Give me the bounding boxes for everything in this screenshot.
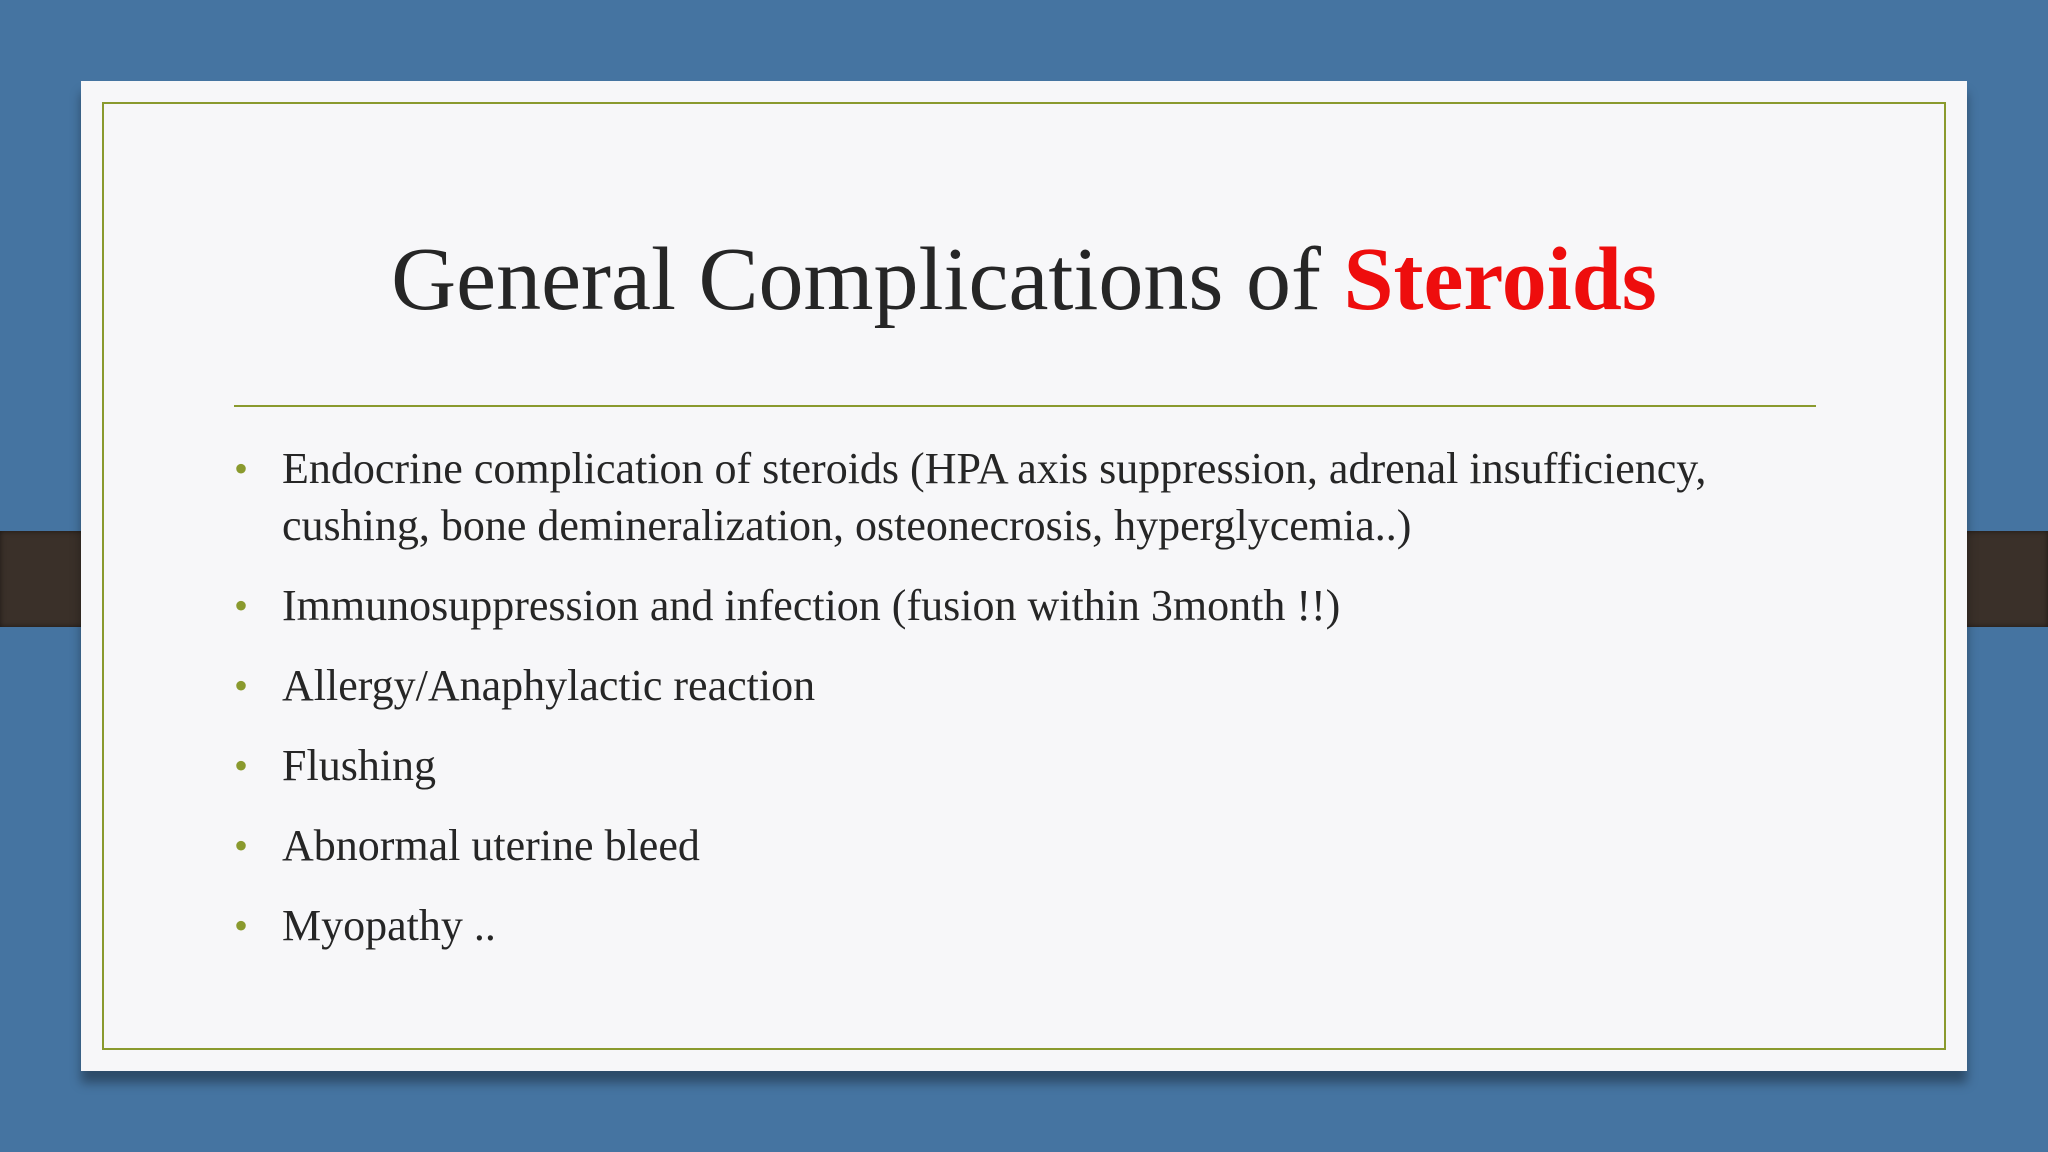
bullet-text: Allergy/Anaphylactic reaction xyxy=(282,661,816,710)
bullet-icon: • xyxy=(234,583,249,628)
bullet-item xyxy=(234,897,1834,954)
bullet-icon: • xyxy=(234,903,249,948)
bullet-text: Immunosuppression and infection (fusion within 3month !!) xyxy=(282,581,1341,630)
title-accent-text: Steroids xyxy=(1343,230,1657,329)
bullet-text: Flushing xyxy=(282,741,437,790)
bullet-item xyxy=(234,817,1834,874)
bullet-icon: • xyxy=(234,446,249,491)
bullet-list xyxy=(234,440,1834,977)
bullet-icon: • xyxy=(234,663,249,708)
bullet-text: Endocrine complication of steroids (HPA axis suppression, adrenal insufficiency, cushing, bone demineralization, osteonecrosis, hyperglycemia..) xyxy=(282,444,1707,550)
bullet-text: Myopathy .. xyxy=(282,901,496,950)
bullet-icon: • xyxy=(234,823,249,868)
bullet-item xyxy=(234,657,1834,714)
bullet-item xyxy=(234,440,1834,554)
bullet-item xyxy=(234,577,1834,634)
slide-title xyxy=(0,225,2048,335)
title-divider xyxy=(234,405,1816,407)
title-main-text: General Complications of xyxy=(391,230,1344,329)
bullet-text: Abnormal uterine bleed xyxy=(282,821,700,870)
bullet-item xyxy=(234,737,1834,794)
bullet-icon: • xyxy=(234,743,249,788)
